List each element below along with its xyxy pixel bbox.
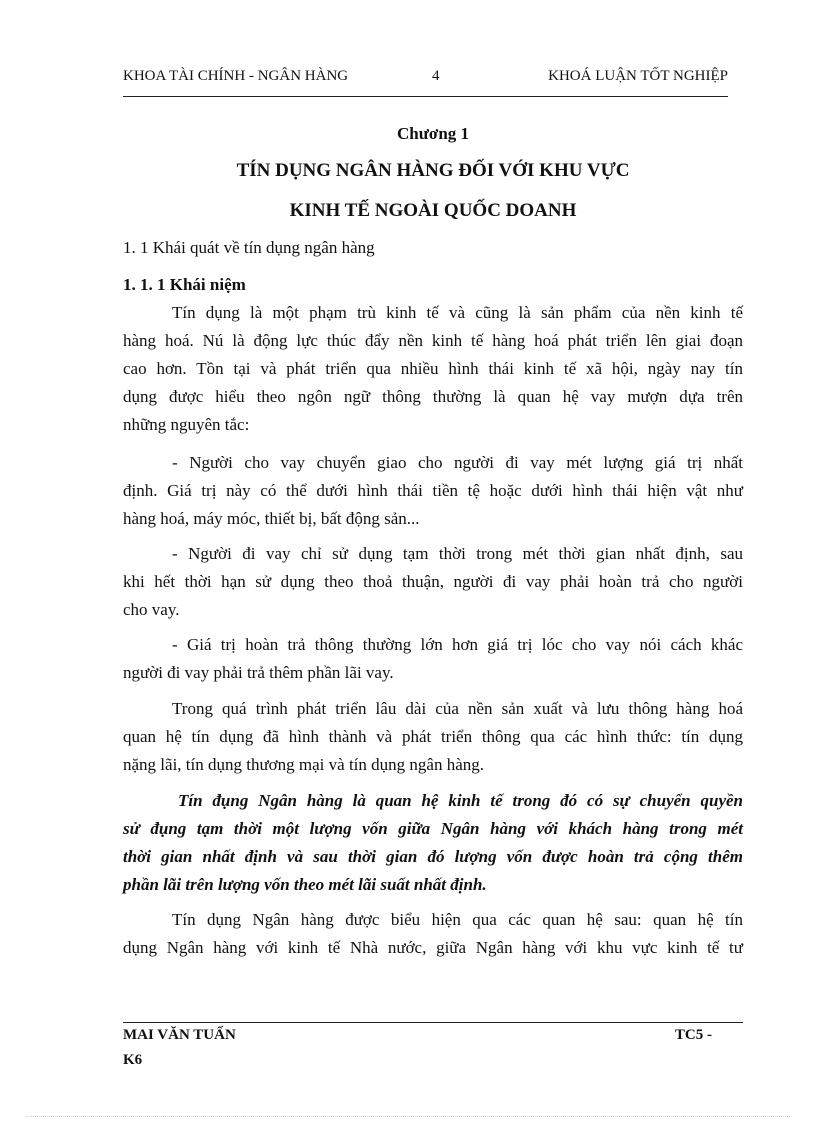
bullet-line: hàng hoá, máy móc, thiết bị, bất động sản... [123,509,420,528]
bullet-line: khi hết thời hạn sử dụng theo thoả thuận, người đi vay phải hoàn trả cho người [123,572,743,591]
header-rule [123,96,728,97]
header-page-number: 4 [432,68,440,84]
paragraph-line: dụng được hiểu theo ngôn ngữ thông thường là quan hệ vay mượn dựa trên [123,387,743,406]
paragraph-line: những nguyên tắc: [123,415,250,434]
footer-author: MAI VĂN TUẤN [123,1027,236,1043]
definition-line: phần lãi trên lượng vốn theo mét lãi suất nhất định. [123,875,487,894]
bullet-line: - Người đi vay chỉ sử dụng tạm thời trong mét thời gian nhất định, sau [172,544,743,563]
paragraph-line: Trong quá trình phát triển lâu dài của nền sản xuất và lưu thông hàng hoá [172,699,743,718]
page-bottom-dotted-border [26,1116,790,1117]
paragraph-line: quan hệ tín dụng đã hình thành và phát triển thông qua các hình thức: tín dụng [123,727,743,746]
header-thesis-title: KHOÁ LUẬN TỐT NGHIỆP [548,68,728,84]
footer-author-cohort: K6 [123,1052,143,1068]
definition-line: sử đụng tạm thời một lượng vốn giữa Ngân hàng với khách hàng trong mét [123,819,743,838]
paragraph-line: cao hơn. Tồn tại và phát triển qua nhiều hình thái kinh tế xã hội, ngày nay tín [123,359,743,378]
bullet-line: cho vay. [123,600,180,619]
footer-class-code: TC5 - [674,1027,712,1043]
chapter-title-line2: KINH TẾ NGOÀI QUỐC DOANH [289,200,577,221]
bullet-line: - Người cho vay chuyển giao cho người đi vay mét lượng giá trị nhất [172,453,743,472]
paragraph-line: Tín dụng là một phạm trù kinh tế và cũng là sản phẩm của nền kinh tế [172,303,743,322]
page-header [123,68,728,92]
paragraph-line: hàng hoá. Nú là động lực thúc đẩy nền kinh tế hàng hoá phát triển lên giai đoạn [123,331,743,350]
header-faculty: KHOA TÀI CHÍNH - NGÂN HÀNG [123,68,349,84]
bullet-line: định. Giá trị này có thể dưới hình thái tiền tệ hoặc dưới hình thái hiện vật như [123,481,743,500]
definition-line: Tín đụng Ngân hàng là quan hệ kinh tế trong đó có sự chuyển quyền [178,791,743,810]
section-heading-1-1: 1. 1 Khái quát về tín dụng ngân hàng [123,238,375,257]
paragraph-line: dụng Ngân hàng với kinh tế Nhà nước, giữa Ngân hàng với khu vực kinh tế tư [123,938,743,957]
bullet-line: người đi vay phải trả thêm phần lãi vay. [123,663,394,682]
bullet-line: - Giá trị hoàn trả thông thường lớn hơn giá trị lóc cho vay nói cách khác [172,635,743,654]
footer-rule [123,1022,743,1023]
paragraph-line: Tín dụng Ngân hàng được biểu hiện qua các quan hệ sau: quan hệ tín [172,910,743,929]
paragraph-line: nặng lãi, tín dụng thương mại và tín dụng ngân hàng. [123,755,484,774]
chapter-title-line1: TÍN DỤNG NGÂN HÀNG ĐỐI VỚI KHU VỰC [236,160,630,181]
definition-line: thời gian nhất định và sau thời gian đó lượng vốn được hoàn trả cộng thêm [123,847,743,866]
chapter-label: Chương 1 [396,124,470,143]
section-heading-1-1-1: 1. 1. 1 Khái niệm [123,275,246,294]
